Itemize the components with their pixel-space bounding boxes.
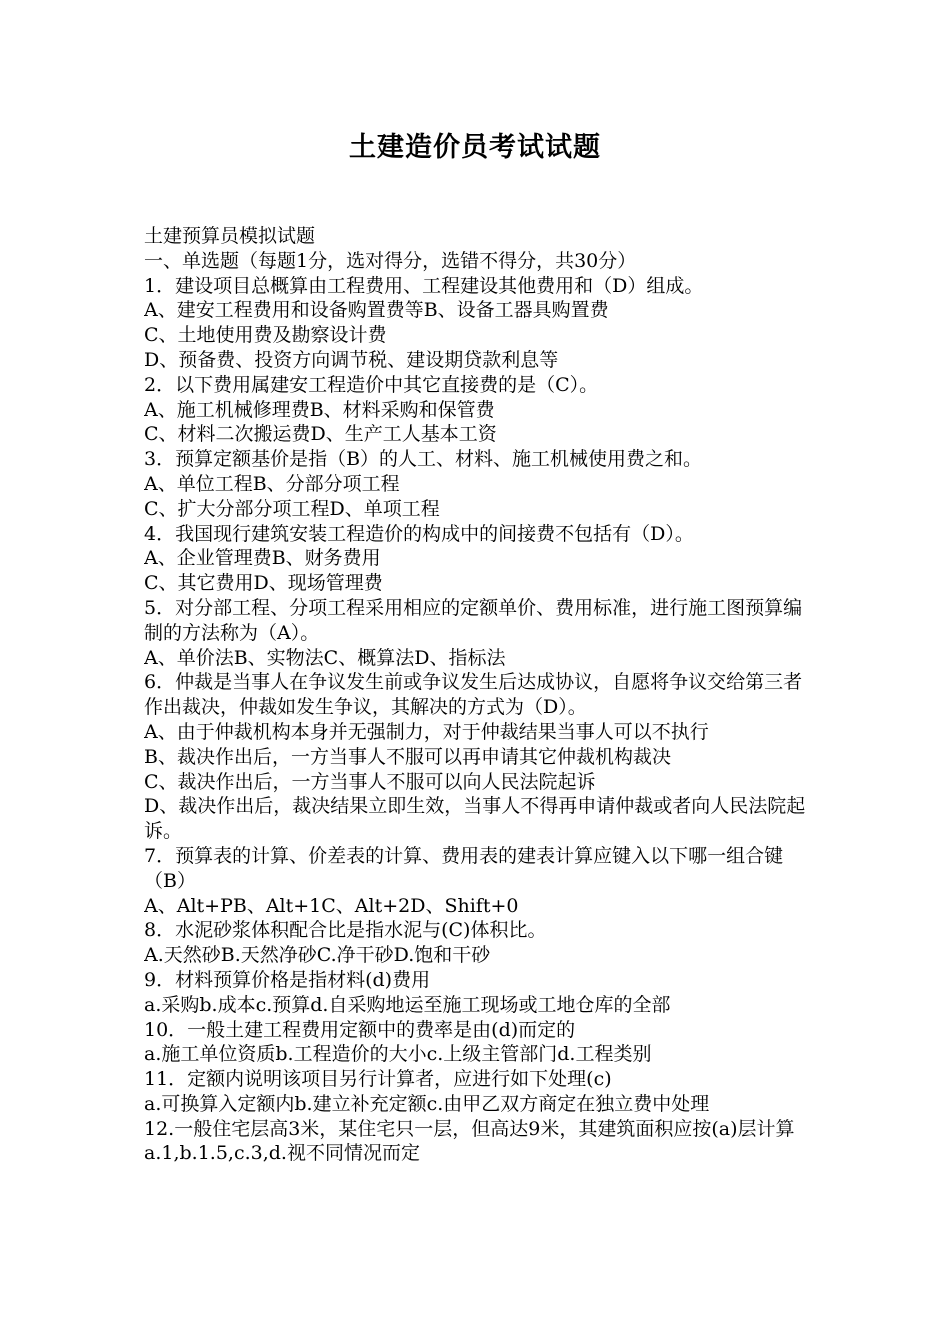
question-8: 8．水泥砂浆体积配合比是指水泥与(C)体积比。 — [144, 919, 547, 942]
question-11: 11．定额内说明该项目另行计算者，应进行如下处理(c) — [144, 1068, 612, 1091]
document-body — [144, 224, 812, 1166]
question-7: 7．预算表的计算、价差表的计算、费用表的建表计算应键入以下哪一组合键（B） — [144, 844, 784, 892]
question-9-options: a.采购b.成本c.预算d.自采购地运至施工现场或工地仓库的全部 — [144, 993, 671, 1016]
question-1-options-ab: A、建安工程费用和设备购置费等B、设备工器具购置费 — [144, 299, 609, 322]
question-9: 9．材料预算价格是指材料(d)费用 — [144, 968, 431, 991]
question-3: 3．预算定额基价是指（B）的人工、材料、施工机械使用费之和。 — [144, 448, 703, 471]
question-1-option-c: C、土地使用费及勘察设计费 — [144, 324, 387, 347]
question-4: 4．我国现行建筑安装工程造价的构成中的间接费不包括有（D）。 — [144, 522, 694, 545]
question-2: 2．以下费用属建安工程造价中其它直接费的是（C）。 — [144, 373, 599, 396]
question-2-options-cd: C、材料二次搬运费D、生产工人基本工资 — [144, 423, 497, 446]
question-6: 6．仲裁是当事人在争议发生前或争议发生后达成协议，自愿将争议交给第三者作出裁决，仲裁如发生争议，其解决的方式为（D）。 — [144, 671, 803, 719]
question-6-option-b: B、裁决作出后，一方当事人不服可以再申请其它仲裁机构裁决 — [144, 745, 671, 768]
question-1-option-d: D、预备费、投资方向调节税、建设期贷款利息等 — [144, 348, 559, 371]
question-5-options: A、单价法B、实物法C、概算法D、指标法 — [144, 646, 506, 669]
question-10: 10．一般土建工程费用定额中的费率是由(d)而定的 — [144, 1018, 576, 1041]
question-6-option-d: D、裁决作出后，裁决结果立即生效，当事人不得再申请仲裁或者向人民法院起诉。 — [144, 795, 806, 843]
question-2-options-ab: A、施工机械修理费B、材料采购和保管费 — [144, 398, 495, 421]
question-12: 12.一般住宅层高3米，某住宅只一层，但高达9米，其建筑面积应按(a)层计算 — [144, 1117, 795, 1140]
question-type-heading: 一、单选题（每题1分，选对得分，选错不得分，共30分） — [144, 249, 637, 272]
document-title: 土建造价员考试试题 — [349, 132, 601, 163]
question-6-option-a: A、由于仲裁机构本身并无强制力，对于仲裁结果当事人可以不执行 — [144, 720, 709, 743]
question-5: 5．对分部工程、分项工程采用相应的定额单价、费用标准，进行施工图预算编制的方法称为（A）。 — [144, 596, 803, 644]
question-10-options: a.施工单位资质b.工程造价的大小c.上级主管部门d.工程类别 — [144, 1043, 652, 1066]
section-heading: 土建预算员模拟试题 — [144, 225, 316, 247]
question-12-options: a.1,b.1.5,c.3,d.视不同情况而定 — [144, 1142, 420, 1165]
question-4-options-ab: A、企业管理费B、财务费用 — [144, 547, 381, 570]
question-8-options: A.天然砂B.天然净砂C.净干砂D.饱和干砂 — [144, 944, 491, 967]
question-7-options: A、Alt+PB、Alt+1C、Alt+2D、Shift+0 — [144, 894, 519, 917]
question-3-options-ab: A、单位工程B、分部分项工程 — [144, 472, 400, 495]
question-6-option-c: C、裁决作出后，一方当事人不服可以向人民法院起诉 — [144, 770, 596, 793]
question-4-options-cd: C、其它费用D、现场管理费 — [144, 572, 383, 595]
question-3-options-cd: C、扩大分部分项工程D、单项工程 — [144, 497, 440, 520]
question-11-options: a.可换算入定额内b.建立补充定额c.由甲乙双方商定在独立费中处理 — [144, 1092, 710, 1115]
question-1: 1．建设项目总概算由工程费用、工程建设其他费用和（D）组成。 — [144, 274, 704, 297]
